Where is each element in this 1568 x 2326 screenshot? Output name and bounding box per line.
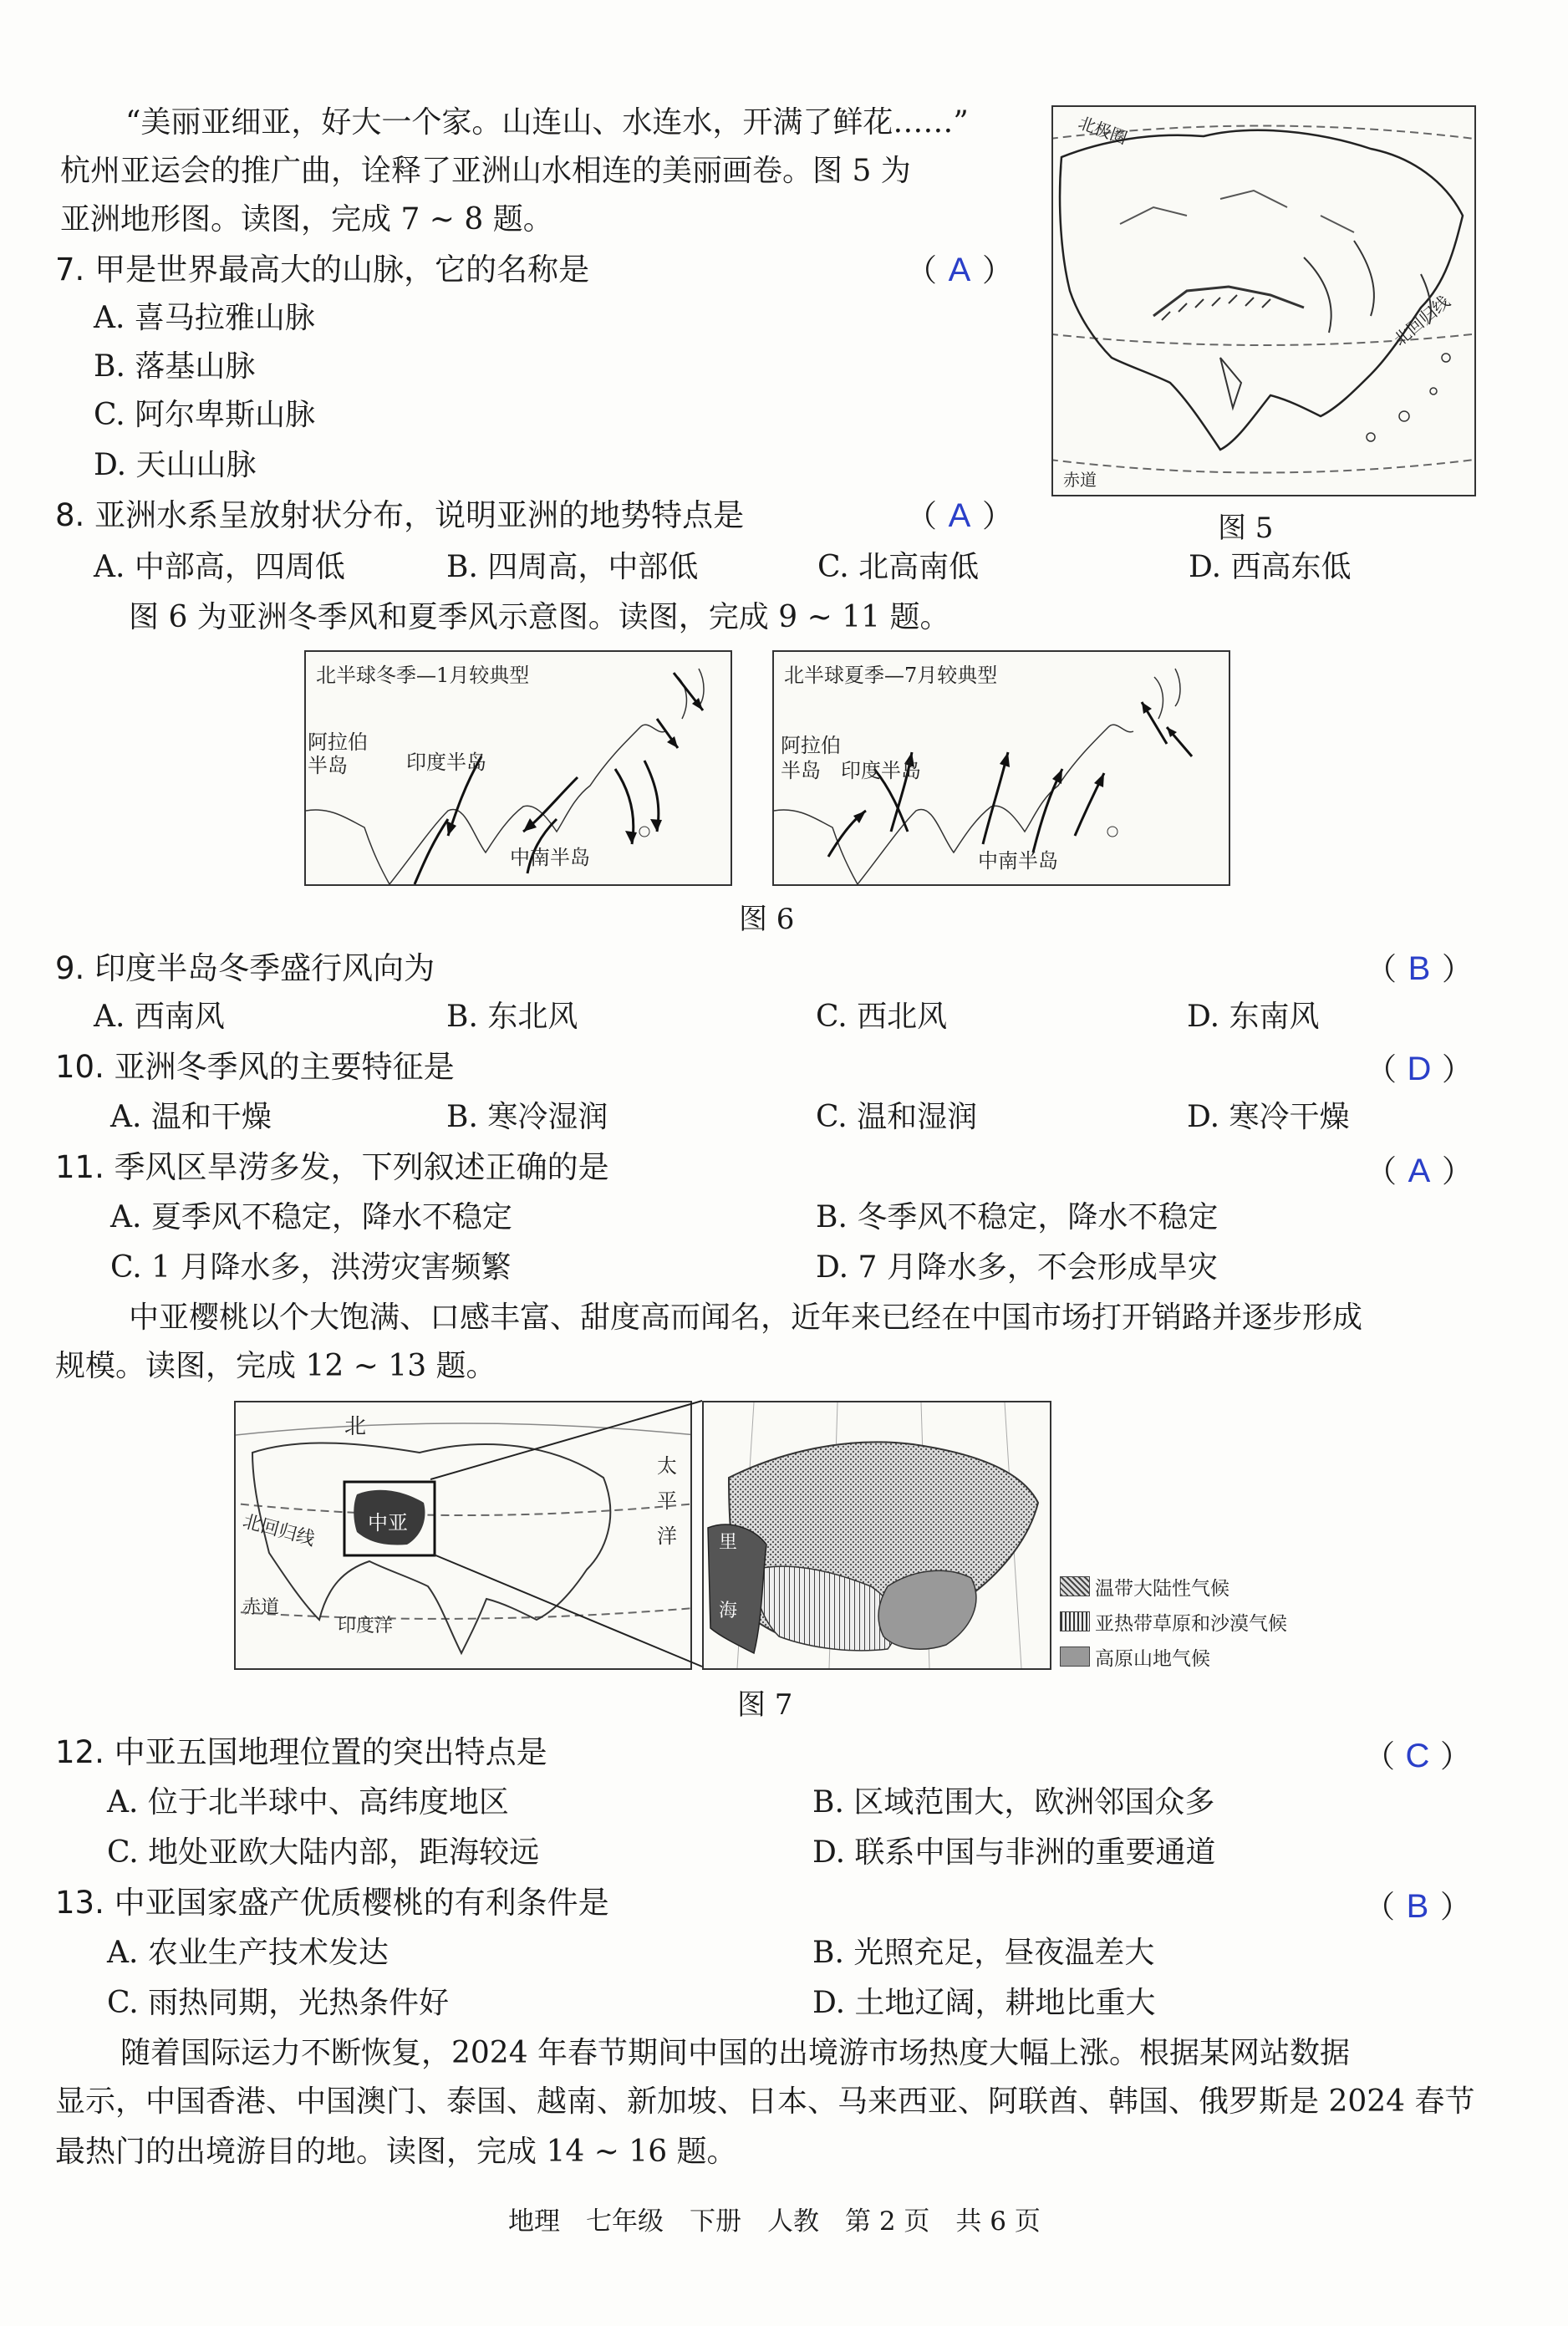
- summer-indochina-label: 中南半岛: [978, 849, 1058, 873]
- intro1-line2: 杭州亚运会的推广曲，诠释了亚洲山水相连的美丽画卷。图 5 为: [60, 154, 911, 188]
- q11-option-a: A. 夏季风不稳定，降水不稳定: [110, 1200, 512, 1234]
- q13-option-d: D. 土地辽阔，耕地比重大: [812, 1986, 1156, 2020]
- winter-arabia-label: 阿拉伯: [308, 730, 368, 754]
- q7-answer-bracket: （ A ）: [906, 246, 1013, 295]
- winter-arabia-label-2: 半岛: [308, 754, 348, 777]
- q10-stem-text: 亚洲冬季风的主要特征是: [114, 1049, 455, 1085]
- legend-swatch-subtropical: [1060, 1611, 1090, 1631]
- q10-option-a: A. 温和干燥: [110, 1100, 272, 1134]
- q11-stem-text: 季风区旱涝多发，下列叙述正确的是: [114, 1149, 609, 1185]
- fig7-zoom-connector: [430, 1397, 706, 1673]
- q8-option-b: B. 四周高，中部低: [446, 550, 699, 584]
- q12-option-c: C. 地处亚欧大陆内部，距海较远: [107, 1835, 540, 1870]
- q9-option-b: B. 东北风: [446, 1000, 578, 1034]
- figure6-winter-monsoon-map: [304, 650, 732, 886]
- q7-stem: [55, 246, 589, 294]
- intro1-line3: 亚洲地形图。读图，完成 7 ~ 8 题。: [60, 202, 553, 237]
- fig7-caspian-label-1: 里: [719, 1532, 738, 1553]
- q11-stem: [55, 1143, 609, 1192]
- figure6-caption: 图 6: [739, 903, 795, 936]
- q9-number: 9.: [55, 950, 85, 986]
- q11-answer: A: [1408, 1153, 1431, 1189]
- q12-option-b: B. 区域范围大，欧洲邻国众多: [812, 1785, 1215, 1820]
- q13-option-c: C. 雨热同期，光热条件好: [107, 1986, 450, 2020]
- q7-option-c: C. 阿尔卑斯山脉: [94, 398, 316, 432]
- q9-option-d: D. 东南风: [1187, 1000, 1320, 1034]
- q13-option-b: B. 光照充足，昼夜温差大: [812, 1936, 1155, 1970]
- q7-answer: A: [948, 252, 971, 288]
- summer-map-title: 北半球夏季—7月较典型: [784, 664, 998, 687]
- figure7-caption: 图 7: [737, 1688, 793, 1722]
- fig7-pacific-label-1: 太: [657, 1454, 677, 1478]
- fig7-equator-label: 赤道: [242, 1597, 280, 1618]
- summer-india-label: 印度半岛: [841, 759, 921, 782]
- central-asia-climate-drawing: [704, 1402, 1050, 1668]
- figure7-central-asia-climate-map: [702, 1401, 1051, 1670]
- legend-swatch-temperate: [1060, 1576, 1090, 1596]
- q10-option-b: B. 寒冷湿润: [446, 1100, 608, 1134]
- q9-answer: B: [1408, 950, 1431, 987]
- intro4-line3: 最热门的出境游目的地。读图，完成 14 ~ 16 题。: [55, 2135, 737, 2169]
- q9-answer-bracket: （ B ）: [1366, 944, 1473, 994]
- fig7-pacific-label-3: 洋: [657, 1524, 677, 1548]
- q9-stem-text: 印度半岛冬季盛行风向为: [94, 950, 435, 986]
- q12-answer-bracket: （ C ）: [1364, 1732, 1471, 1781]
- q13-answer: B: [1406, 1888, 1429, 1925]
- q7-stem-text: 甲是世界最高大的山脉，它的名称是: [94, 252, 590, 288]
- q10-number: 10.: [55, 1049, 104, 1085]
- fig7-caspian-label-2: 海: [719, 1601, 738, 1621]
- winter-india-label: 印度半岛: [406, 751, 486, 774]
- q12-number: 12.: [55, 1734, 104, 1770]
- summer-arabia-label-2: 半岛: [781, 759, 821, 782]
- q9-option-c: C. 西北风: [816, 1000, 948, 1034]
- q11-option-b: B. 冬季风不稳定，降水不稳定: [816, 1200, 1219, 1234]
- q12-answer: C: [1405, 1738, 1430, 1774]
- q13-number: 13.: [55, 1885, 104, 1921]
- q12-stem-text: 中亚五国地理位置的突出特点是: [114, 1734, 547, 1770]
- q8-option-a: A. 中部高，四周低: [94, 550, 345, 584]
- q9-stem: [55, 944, 435, 993]
- winter-map-title: 北半球冬季—1月较典型: [316, 664, 530, 687]
- q12-option-a: A. 位于北半球中、高纬度地区: [107, 1785, 509, 1820]
- fig7-indian-ocean-label: 印度洋: [338, 1616, 394, 1636]
- q10-option-d: D. 寒冷干燥: [1187, 1100, 1350, 1134]
- q7-option-d: D. 天山山脉: [94, 448, 257, 482]
- q10-option-c: C. 温和湿润: [816, 1100, 978, 1134]
- q7-option-a: A. 喜马拉雅山脉: [94, 301, 315, 335]
- figure5-asia-terrain-map: [1051, 105, 1476, 496]
- q8-answer-bracket: （ A ）: [906, 491, 1013, 541]
- asia-terrain-drawing: [1053, 107, 1474, 495]
- q11-option-d: D. 7 月降水多，不会形成旱灾: [816, 1250, 1218, 1285]
- q8-stem-text: 亚洲水系呈放射状分布，说明亚洲的地势特点是: [94, 497, 745, 533]
- legend-swatch-highland: [1060, 1647, 1090, 1667]
- legend-temperate-continental: 温带大陆性气候: [1095, 1578, 1229, 1600]
- intro4-line1: 随着国际运力不断恢复，2024 年春节期间中国的出境游市场热度大幅上涨。根据某网站数据: [120, 2036, 1351, 2070]
- intro3-line1: 中亚樱桃以个大饱满、口感丰富、甜度高而闻名，近年来已经在中国市场打开销路并逐步形成: [129, 1300, 1363, 1335]
- figure5-caption: 图 5: [1218, 512, 1274, 545]
- q7-option-b: B. 落基山脉: [94, 349, 256, 384]
- intro4-line2: 显示，中国香港、中国澳门、泰国、越南、新加坡、日本、马来西亚、阿联酋、韩国、俄罗斯是 2024 春节: [55, 2084, 1475, 2119]
- legend-highland-mountain: 高原山地气候: [1095, 1648, 1210, 1670]
- fig7-tropic-label: 北回归线: [240, 1510, 318, 1550]
- fig7-pacific-label-2: 平: [657, 1489, 677, 1513]
- q13-stem: [55, 1879, 609, 1927]
- intro2: 图 6 为亚洲冬季风和夏季风示意图。读图，完成 9 ~ 11 题。: [129, 600, 950, 634]
- q11-option-c: C. 1 月降水多，洪涝灾害频繁: [110, 1250, 512, 1285]
- q13-stem-text: 中亚国家盛产优质樱桃的有利条件是: [114, 1885, 609, 1921]
- q8-answer: A: [948, 497, 971, 534]
- q7-number: 7.: [55, 252, 85, 288]
- q10-answer: D: [1407, 1051, 1432, 1087]
- winter-indochina-label: 中南半岛: [510, 846, 590, 869]
- q8-option-d: D. 西高东低: [1189, 550, 1352, 584]
- intro1-line1: “美丽亚细亚，好大一个家。山连山、水连水，开满了鲜花……”: [125, 105, 969, 140]
- q8-option-c: C. 北高南低: [817, 550, 980, 584]
- fig7-central-asia-label: 中亚: [368, 1511, 408, 1535]
- q13-option-a: A. 农业生产技术发达: [107, 1936, 389, 1970]
- fig5-tropic-label: 北回归线: [1389, 291, 1454, 350]
- page-footer: 地理 七年级 下册 人教 第 2 页 共 6 页: [508, 2206, 1041, 2237]
- fig5-arctic-label: 北极圈: [1076, 112, 1130, 149]
- q8-stem: [55, 491, 744, 540]
- fig5-equator-label: 赤道: [1063, 470, 1097, 490]
- legend-subtropical-steppe-desert: 亚热带草原和沙漠气候: [1095, 1613, 1287, 1635]
- q11-answer-bracket: （ A ）: [1366, 1147, 1473, 1196]
- q10-stem: [55, 1043, 455, 1092]
- q12-option-d: D. 联系中国与非洲的重要通道: [812, 1835, 1216, 1870]
- q13-answer-bracket: （ B ）: [1364, 1882, 1471, 1932]
- figure6-summer-monsoon-map: [772, 650, 1230, 886]
- q12-stem: [55, 1728, 547, 1777]
- q10-answer-bracket: （ D ）: [1366, 1045, 1473, 1094]
- q8-number: 8.: [55, 497, 85, 533]
- summer-arabia-label: 阿拉伯: [781, 734, 841, 757]
- fig7-north-label: 北: [344, 1414, 367, 1439]
- q9-option-a: A. 西南风: [94, 1000, 225, 1034]
- intro3-line2: 规模。读图，完成 12 ~ 13 题。: [55, 1349, 496, 1383]
- q11-number: 11.: [55, 1149, 104, 1185]
